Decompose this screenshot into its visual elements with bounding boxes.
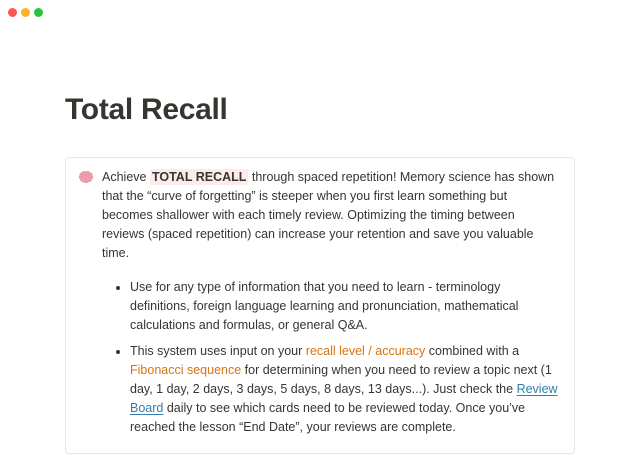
review-board-link[interactable]: Review Board xyxy=(130,382,558,415)
callout-body xyxy=(102,168,558,437)
text-segment: recall level / accuracy xyxy=(305,344,426,358)
close-button[interactable] xyxy=(8,8,17,17)
zoom-button[interactable] xyxy=(34,8,43,17)
callout-block[interactable] xyxy=(65,157,575,454)
callout-paragraph xyxy=(102,168,558,263)
text-segment: combined with a xyxy=(425,344,520,358)
text-segment: through spaced repetition! Memory science has shown that the “curve of forgetting” is steeper when you first learn something but becomes shallower with each timely review. Optimizing the timing between reviews (spaced repetition) can increase your retention and save you valuable time. xyxy=(102,170,555,260)
minimize-button[interactable] xyxy=(21,8,30,17)
text-segment: Use for any type of information that you need to learn - terminology definitions, foreign language learning and pronunciation, mathematical calculations and formulas, or general Q&A. xyxy=(130,280,519,332)
bullet-item xyxy=(130,342,558,437)
page-title[interactable]: Total Recall xyxy=(65,93,228,126)
text-segment: This system uses input on your xyxy=(130,344,306,358)
text-segment: daily to see which cards need to be reviewed today. Once you’ve reached the lesson “End Date”, your reviews are complete. xyxy=(130,401,526,434)
window-controls xyxy=(8,8,43,17)
callout-bullet-list xyxy=(102,278,558,437)
highlighted-text: TOTAL RECALL xyxy=(151,170,247,184)
text-segment: Fibonacci sequence xyxy=(130,363,242,377)
text-segment: Achieve xyxy=(102,170,150,184)
brain-emoji-icon[interactable] xyxy=(78,170,94,186)
bullet-item xyxy=(130,278,558,335)
text-segment: for determining when you need to review a topic next (1 day, 1 day, 2 days, 3 days, 5 days, 8 days, 13 days...). Just check the xyxy=(130,363,552,396)
